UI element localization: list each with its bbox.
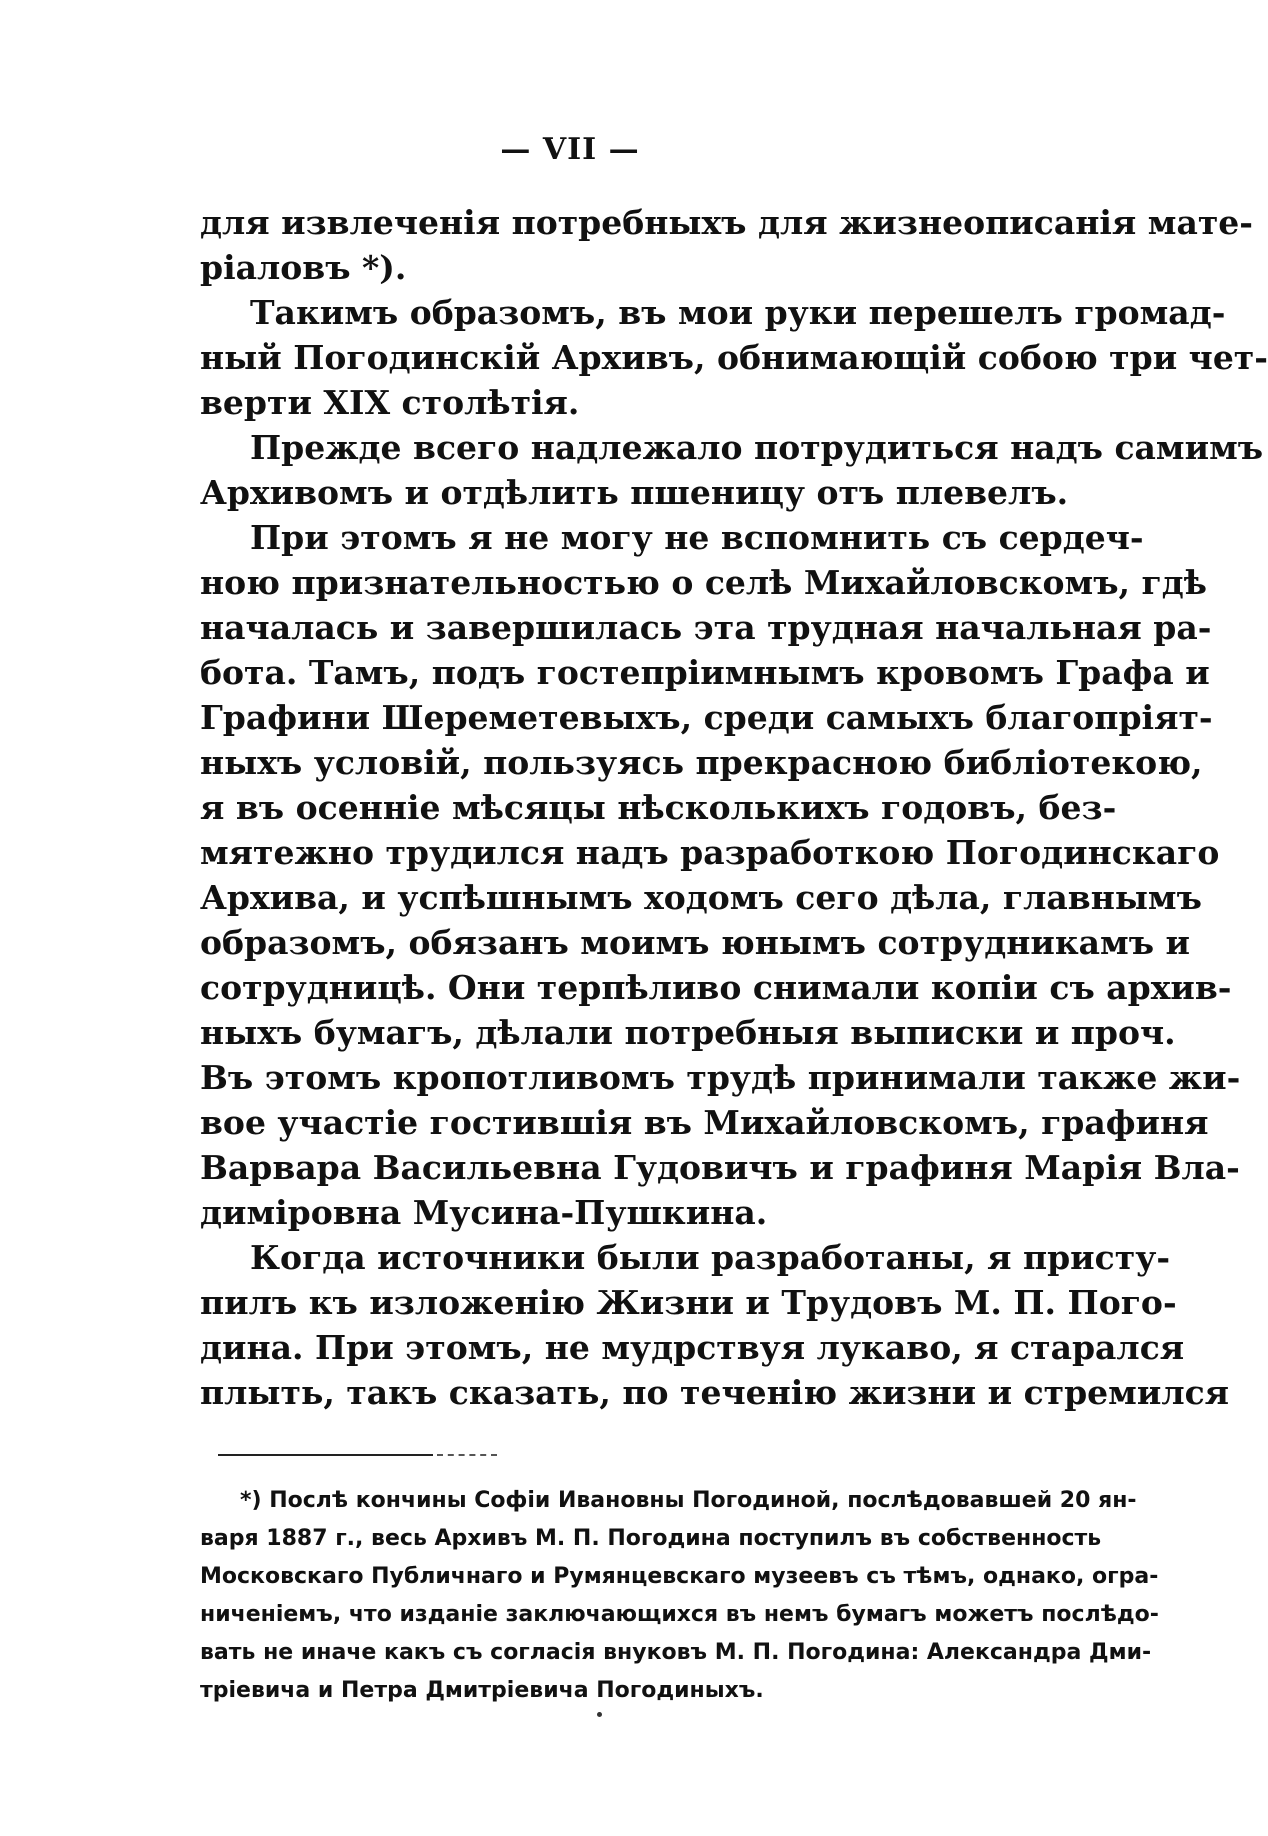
text-line: Архивомъ и отдѣлить пшеницу отъ плевелъ. (200, 473, 1069, 512)
footnote-line: тріевича и Петра Дмитріевича Погодиныхъ. (200, 1678, 764, 1703)
text-line: плыть, такъ сказать, по теченію жизни и стремился (200, 1373, 1230, 1412)
footnote-line: Московскаго Публичнаго и Румянцевскаго музеевъ съ тѣмъ, однако, огра- (200, 1564, 1159, 1589)
footnote-separator-tail (437, 1454, 497, 1456)
page-number: — VII — (500, 132, 640, 167)
text-line: Когда источники были разработаны, я присту- (250, 1238, 1171, 1277)
text-line: для извлеченія потребныхъ для жизнеописанія мате- (200, 203, 1253, 242)
text-line: При этомъ я не могу не вспомнить съ сердеч- (250, 518, 1144, 557)
text-line: Прежде всего надлежало потрудиться надъ самимъ (250, 428, 1264, 467)
text-line: Архива, и успѣшнымъ ходомъ сего дѣла, главнымъ (200, 878, 1202, 917)
text-line: сотрудницѣ. Они терпѣливо снимали копіи съ архив- (200, 968, 1232, 1007)
footnote-separator (218, 1454, 433, 1456)
text-line: Въ этомъ кропотливомъ трудѣ принимали также жи- (200, 1058, 1241, 1097)
text-line: верти XIX столѣтія. (200, 383, 580, 422)
text-line: Графини Шереметевыхъ, среди самыхъ благопріят- (200, 698, 1213, 737)
text-line: ный Погодинскій Архивъ, обнимающій собою три чет- (200, 338, 1268, 377)
text-line: ною признательностью о селѣ Михайловскомъ, гдѣ (200, 563, 1207, 602)
text-line: Варвара Васильевна Гудовичъ и графиня Марія Вла- (200, 1148, 1240, 1187)
text-line: бота. Тамъ, подъ гостепріимнымъ кровомъ Графа и (200, 653, 1210, 692)
text-line: пилъ къ изложенію Жизни и Трудовъ М. П. Пого- (200, 1283, 1177, 1322)
text-line: я въ осенніе мѣсяцы нѣсколькихъ годовъ, без- (200, 788, 1117, 827)
text-line: Такимъ образомъ, въ мои руки перешелъ громад- (250, 293, 1226, 332)
text-line: ныхъ условій, пользуясь прекрасною библіотекою, (200, 743, 1203, 782)
text-line: мятежно трудился надъ разработкою Погодинскаго (200, 833, 1220, 872)
text-line: вое участіе гостившія въ Михайловскомъ, графиня (200, 1103, 1209, 1142)
text-line: диміровна Мусина-Пушкина. (200, 1193, 768, 1232)
footnote (200, 1482, 1159, 1710)
text-line: ныхъ бумагъ, дѣлали потребныя выписки и проч. (200, 1013, 1176, 1052)
text-line: ріаловъ *). (200, 248, 407, 287)
footnote-line: варя 1887 г., весь Архивъ М. П. Погодина поступилъ въ собственность (200, 1526, 1102, 1551)
text-line: дина. При этомъ, не мудрствуя лукаво, я старался (200, 1328, 1185, 1367)
main-text (200, 200, 1268, 1415)
footnote-line: *) Послѣ кончины Софіи Ивановны Погодиной, послѣдовавшей 20 ян- (240, 1488, 1137, 1513)
footnote-line: ниченіемъ, что изданіе заключающихся въ немъ бумагъ можетъ послѣдо- (200, 1602, 1159, 1627)
print-speck (597, 1712, 602, 1717)
text-line: началась и завершилась эта трудная начальная ра- (200, 608, 1212, 647)
text-line: образомъ, обязанъ моимъ юнымъ сотрудникамъ и (200, 923, 1190, 962)
footnote-line: вать не иначе какъ съ согласія внуковъ М. П. Погодина: Александра Дми- (200, 1640, 1152, 1665)
